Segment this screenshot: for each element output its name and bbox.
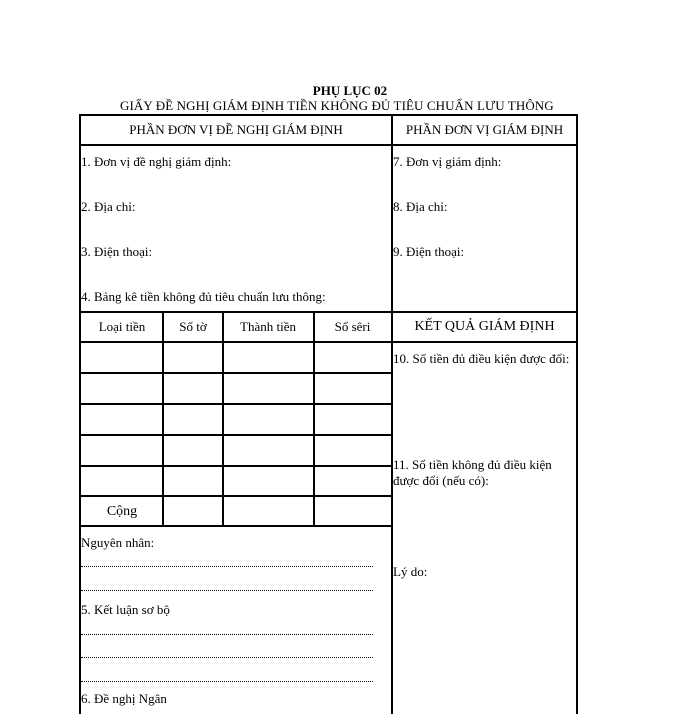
banknote-list-label: 4. Bảng kê tiền không đủ tiêu chuẩn lưu thông: <box>81 289 326 304</box>
assessing-unit-label: 7. Đơn vị giám định: <box>393 154 502 169</box>
col-header-count: Số tờ <box>179 319 207 334</box>
preliminary-conclusion-label: 5. Kết luận sơ bộ <box>81 602 170 617</box>
requesting-unit-label: 1. Đơn vị đề nghị giám định: <box>81 154 232 169</box>
table-row <box>79 465 392 467</box>
table-col-line-3 <box>313 311 315 526</box>
conclusion-line-2 <box>81 657 373 658</box>
assessing-address-label: 8. Địa chỉ: <box>393 199 448 214</box>
conclusion-line-3 <box>81 681 373 682</box>
result-header: KẾT QUẢ GIÁM ĐỊNH <box>414 319 555 334</box>
result-reason-label: Lý do: <box>393 564 428 579</box>
requesting-address-label: 2. Địa chỉ: <box>81 199 136 214</box>
assessing-phone-label: 9. Điện thoại: <box>393 244 465 259</box>
eligible-amount-label: 10. Số tiền đủ điều kiện được đổi: <box>393 351 570 366</box>
form-subtitle: GIẤY ĐỀ NGHỊ GIÁM ĐỊNH TIỀN KHÔNG ĐỦ TIÊU CHUẨN LƯU THÔNG <box>120 98 554 113</box>
table-row <box>79 434 392 436</box>
table-row <box>79 372 392 374</box>
column-header-line <box>79 341 578 343</box>
col-header-serial: Số sêri <box>334 319 371 334</box>
appendix-title: PHỤ LỤC 02 <box>312 83 388 98</box>
table-total-label: Cộng <box>106 504 138 519</box>
table-row <box>79 403 392 405</box>
table-row <box>79 495 392 497</box>
cause-line-2 <box>81 590 373 591</box>
table-col-line-1 <box>162 311 164 526</box>
table-top-line <box>79 311 578 313</box>
proposal-label: 6. Đề nghị Ngân <box>81 691 167 706</box>
col-header-currency: Loại tiền <box>98 319 146 334</box>
left-section-header: PHẦN ĐƠN VỊ ĐỀ NGHỊ GIÁM ĐỊNH <box>129 122 343 137</box>
right-section-header: PHẦN ĐƠN VỊ GIÁM ĐỊNH <box>405 122 564 137</box>
cause-label: Nguyên nhân: <box>81 535 155 550</box>
table-col-line-2 <box>222 311 224 526</box>
ineligible-amount-label: 11. Số tiền không đủ điều kiện được đổi (nếu có): <box>393 457 552 488</box>
header-divider <box>79 144 578 146</box>
col-header-amount: Thành tiền <box>240 319 296 334</box>
conclusion-line-1 <box>81 634 373 635</box>
cause-line-1 <box>81 566 373 567</box>
requesting-phone-label: 3. Điện thoại: <box>81 244 153 259</box>
table-bottom-line <box>79 525 392 527</box>
form-frame <box>79 114 578 714</box>
